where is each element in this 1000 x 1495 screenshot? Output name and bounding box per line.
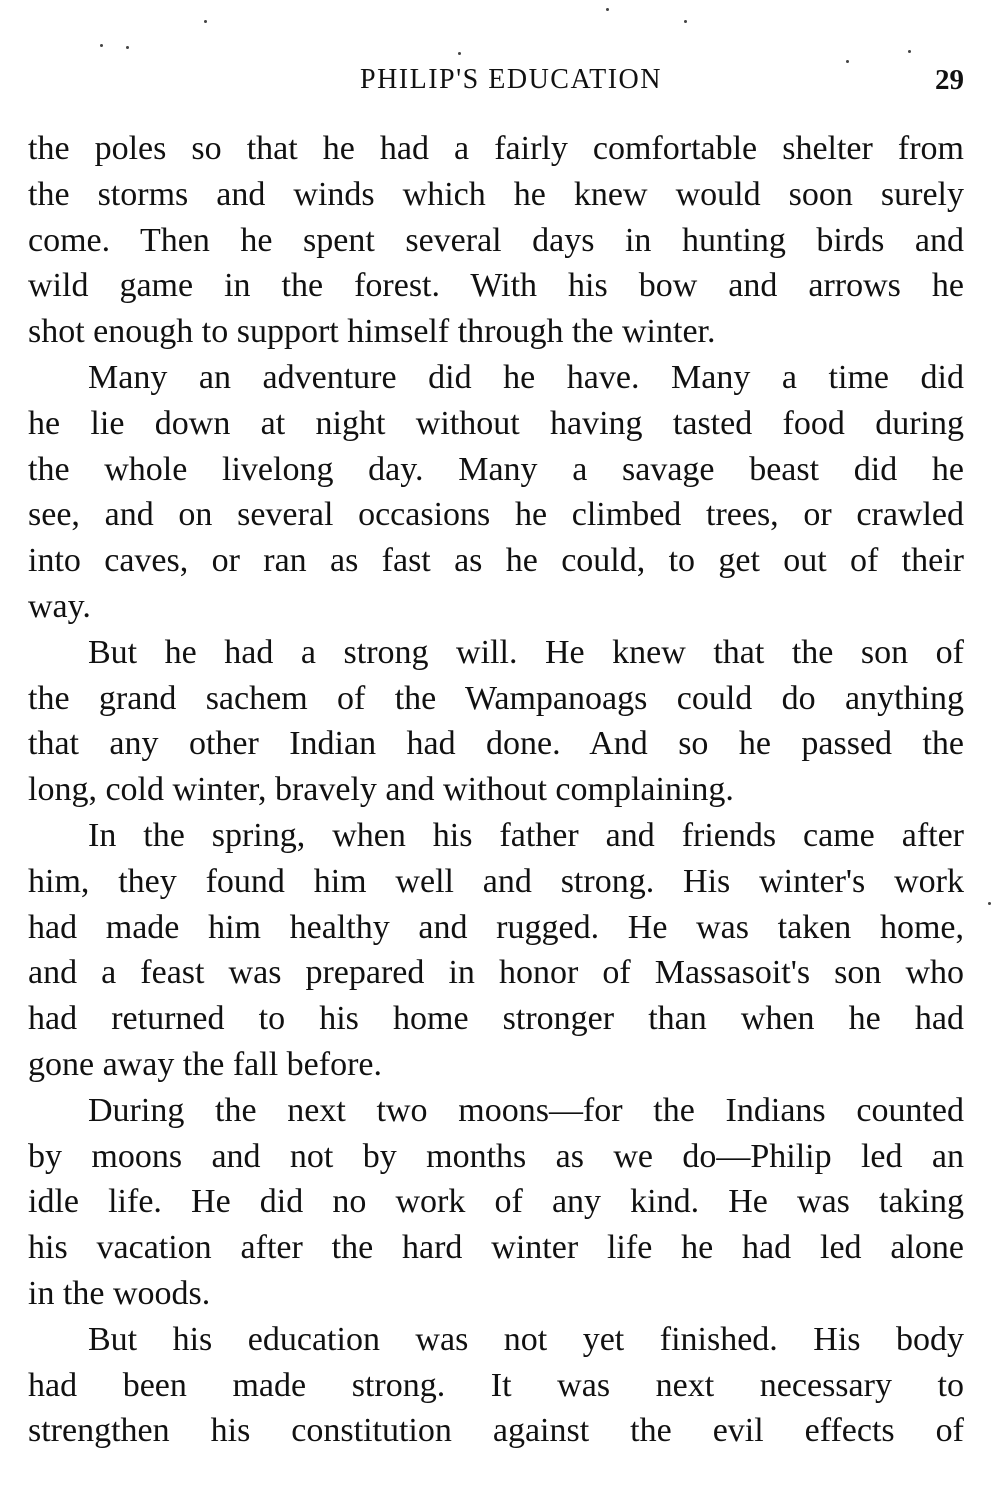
print-speck: [204, 20, 207, 23]
text-line: But his education was not yet finished. His body: [88, 1320, 964, 1358]
print-speck: [606, 8, 609, 11]
text-line: Many an adventure did he have. Many a time did: [88, 358, 964, 396]
print-speck: [126, 46, 129, 49]
running-title: PHILIP'S EDUCATION: [360, 64, 662, 95]
text-line: him, they found him well and strong. His winter's work: [28, 862, 964, 900]
running-head: [28, 62, 964, 98]
text-line: had been made strong. It was next necessary to: [28, 1366, 964, 1404]
text-line: But he had a strong will. He knew that the son of: [88, 633, 964, 671]
text-line: had made him healthy and rugged. He was taken home,: [28, 908, 964, 946]
text-line: and a feast was prepared in honor of Massasoit's son who: [28, 954, 964, 992]
text-line: wild game in the forest. With his bow and arrows he: [28, 267, 964, 305]
print-speck: [684, 20, 687, 23]
text-line: see, and on several occasions he climbed trees, or crawled: [28, 496, 964, 534]
print-speck: [458, 52, 461, 55]
text-line: In the spring, when his father and friends came after: [88, 816, 964, 854]
text-line: come. Then he spent several days in hunting birds and: [28, 221, 964, 259]
text-line: strengthen his constitution against the evil effects of: [28, 1412, 964, 1450]
print-speck: [988, 902, 991, 905]
page-number: 29: [935, 64, 964, 96]
text-line: way.: [28, 587, 91, 625]
text-line: that any other Indian had done. And so he passed the: [28, 725, 964, 763]
text-line: into caves, or ran as fast as he could, to get out of their: [28, 542, 964, 580]
print-speck: [908, 50, 911, 53]
print-speck: [100, 44, 103, 47]
text-line: in the woods.: [28, 1274, 211, 1312]
text-line: his vacation after the hard winter life he had led alone: [28, 1229, 964, 1267]
text-line: had returned to his home stronger than when he had: [28, 1000, 964, 1038]
text-line: During the next two moons—for the Indians counted: [88, 1091, 964, 1129]
text-line: long, cold winter, bravely and without complaining.: [28, 771, 734, 809]
text-line: he lie down at night without having tasted food during: [28, 404, 964, 442]
text-line: the storms and winds which he knew would soon surely: [28, 175, 964, 213]
text-line: the whole livelong day. Many a savage beast did he: [28, 450, 964, 488]
text-line: the grand sachem of the Wampanoags could do anything: [28, 679, 964, 717]
text-line: idle life. He did no work of any kind. He was taking: [28, 1183, 964, 1221]
body-text: [28, 126, 964, 1454]
text-line: shot enough to support himself through the winter.: [28, 313, 716, 351]
text-line: by moons and not by months as we do—Philip led an: [28, 1137, 964, 1175]
text-line: gone away the fall before.: [28, 1045, 382, 1083]
text-line: the poles so that he had a fairly comfortable shelter from: [28, 130, 964, 167]
